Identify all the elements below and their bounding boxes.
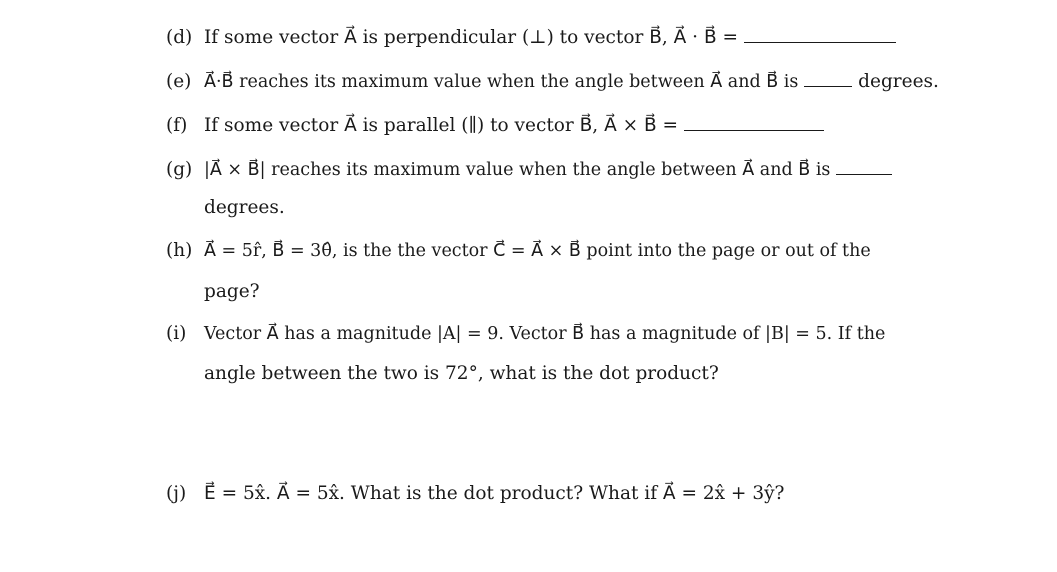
answer-blank[interactable] [836,156,892,175]
question-text: |A⃗ × B⃗| reaches its maximum value when the angle between A⃗ and B⃗ is [204,160,831,180]
question-h [166,239,871,263]
question-text: Vector A⃗ has a magnitude |A| = 9. Vector B⃗ has a magnitude of |B| = 5. If the [204,324,886,344]
question-text: If some vector A⃗ is perpendicular (⊥) to vector B⃗, A⃗ · B⃗ = [204,27,739,48]
question-label: (e) [166,71,192,92]
answer-blank[interactable] [684,112,824,131]
question-label: (j) [166,483,187,504]
question-text: E⃗ = 5x̂. A⃗ = 5x̂. What is the dot product? What if A⃗ = 2x̂ + 3ŷ? [204,483,785,504]
question-g [166,156,892,182]
question-f [166,112,824,138]
question-h-continuation: page? [204,281,260,302]
question-label: (f) [166,115,188,136]
question-text: A⃗·B⃗ reaches its maximum value when the angle between A⃗ and B⃗ is [204,72,799,92]
question-text: A⃗ = 5r̂, B⃗ = 3θ̂, is the the vector C⃗ = A⃗ × B⃗ point into the page or out of the [204,241,871,261]
question-i [166,322,885,346]
question-text: If some vector A⃗ is parallel (∥) to vector B⃗, A⃗ × B⃗ = [204,115,679,136]
question-label: (h) [166,240,193,261]
question-g-continuation: degrees. [204,197,285,218]
question-i-continuation: angle between the two is 72°, what is the dot product? [204,363,719,384]
question-d [166,24,896,50]
question-suffix: degrees. [858,71,939,92]
answer-blank[interactable] [804,68,852,87]
question-label: (i) [166,323,187,344]
question-label: (g) [166,159,193,180]
question-j [166,482,784,506]
answer-blank[interactable] [744,24,896,43]
question-e [166,68,939,94]
question-label: (d) [166,27,193,48]
